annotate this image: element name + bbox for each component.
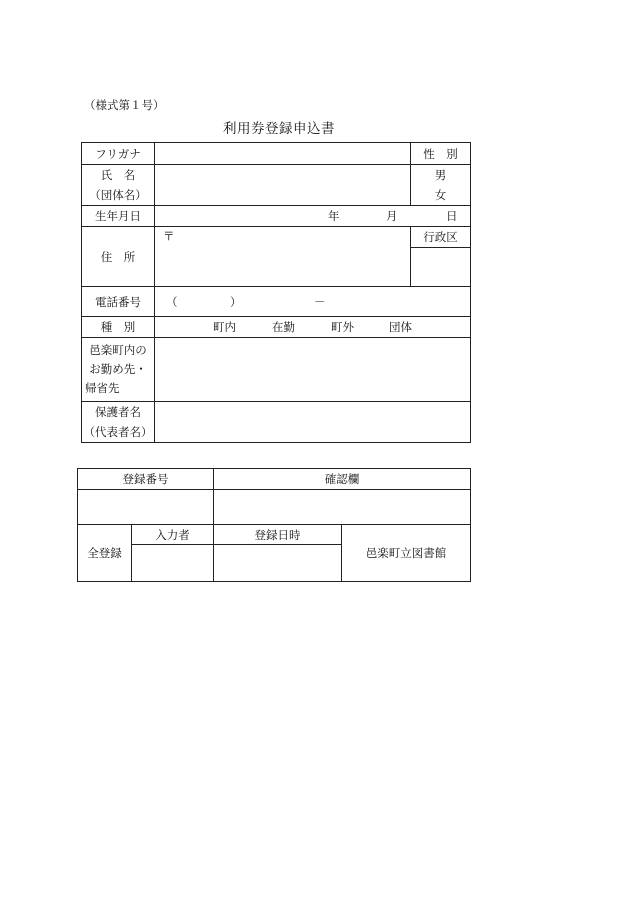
form-number: （様式第１号） — [84, 98, 165, 112]
all-reg-label: 全登録 — [78, 525, 132, 582]
gender-female-option[interactable]: 女 — [434, 188, 447, 202]
reg-datetime-label: 登録日時 — [214, 525, 342, 545]
phone-dash: － — [314, 294, 326, 309]
category-option-town[interactable]: 町内 — [213, 320, 236, 334]
district-label: 行政区 — [411, 227, 471, 248]
category-option-group[interactable]: 団体 — [389, 320, 412, 334]
name-label-line1: 氏 名 — [100, 168, 136, 182]
furigana-label: フリガナ — [82, 143, 155, 165]
name-label — [82, 165, 155, 206]
entered-by-label: 入力者 — [132, 525, 214, 545]
guardian-label-line2: （代表者名） — [83, 425, 153, 439]
district-field[interactable] — [411, 248, 471, 287]
confirm-field[interactable] — [214, 490, 471, 525]
name-field[interactable] — [155, 165, 411, 206]
guardian-field[interactable] — [155, 402, 471, 443]
confirm-label: 確認欄 — [214, 469, 471, 490]
phone-label: 電話番号 — [82, 287, 155, 317]
guardian-label — [82, 402, 155, 443]
application-table — [81, 142, 471, 443]
entered-by-field[interactable] — [132, 545, 214, 582]
month-label: 月 — [386, 209, 398, 223]
name-label-line2: （団体名） — [89, 188, 147, 202]
category-option-outside[interactable]: 町外 — [331, 320, 354, 334]
workplace-label — [82, 338, 155, 402]
day-label: 日 — [446, 209, 458, 223]
workplace-label-line1: 邑楽町内の — [89, 343, 147, 357]
office-use-table — [77, 468, 471, 582]
reg-number-label: 登録番号 — [78, 469, 214, 490]
year-label: 年 — [328, 209, 340, 223]
category-label: 種 別 — [82, 317, 155, 338]
phone-field[interactable] — [155, 287, 471, 317]
workplace-label-line3: 帰省先 — [85, 381, 120, 395]
category-field — [155, 317, 471, 338]
address-field[interactable] — [155, 227, 411, 287]
postal-mark: 〒 — [163, 229, 175, 243]
gender-male-option[interactable]: 男 — [434, 168, 447, 182]
form-title: 利用券登録申込書 — [223, 121, 335, 137]
phone-close-paren: ） — [230, 294, 242, 309]
birthdate-field[interactable] — [155, 206, 471, 227]
phone-open-paren: （ — [166, 294, 178, 309]
birthdate-label: 生年月日 — [82, 206, 155, 227]
gender-label: 性 別 — [411, 143, 471, 165]
reg-number-field[interactable] — [78, 490, 214, 525]
reg-datetime-field[interactable] — [214, 545, 342, 582]
gender-options[interactable] — [411, 165, 471, 206]
category-option-work[interactable]: 在勤 — [272, 320, 295, 334]
workplace-label-line2: お勤め先・ — [89, 362, 147, 376]
guardian-label-line1: 保護者名 — [95, 405, 141, 419]
furigana-field[interactable] — [155, 143, 411, 165]
library-name: 邑楽町立図書館 — [342, 525, 471, 582]
workplace-field[interactable] — [155, 338, 471, 402]
address-label: 住 所 — [82, 227, 155, 287]
